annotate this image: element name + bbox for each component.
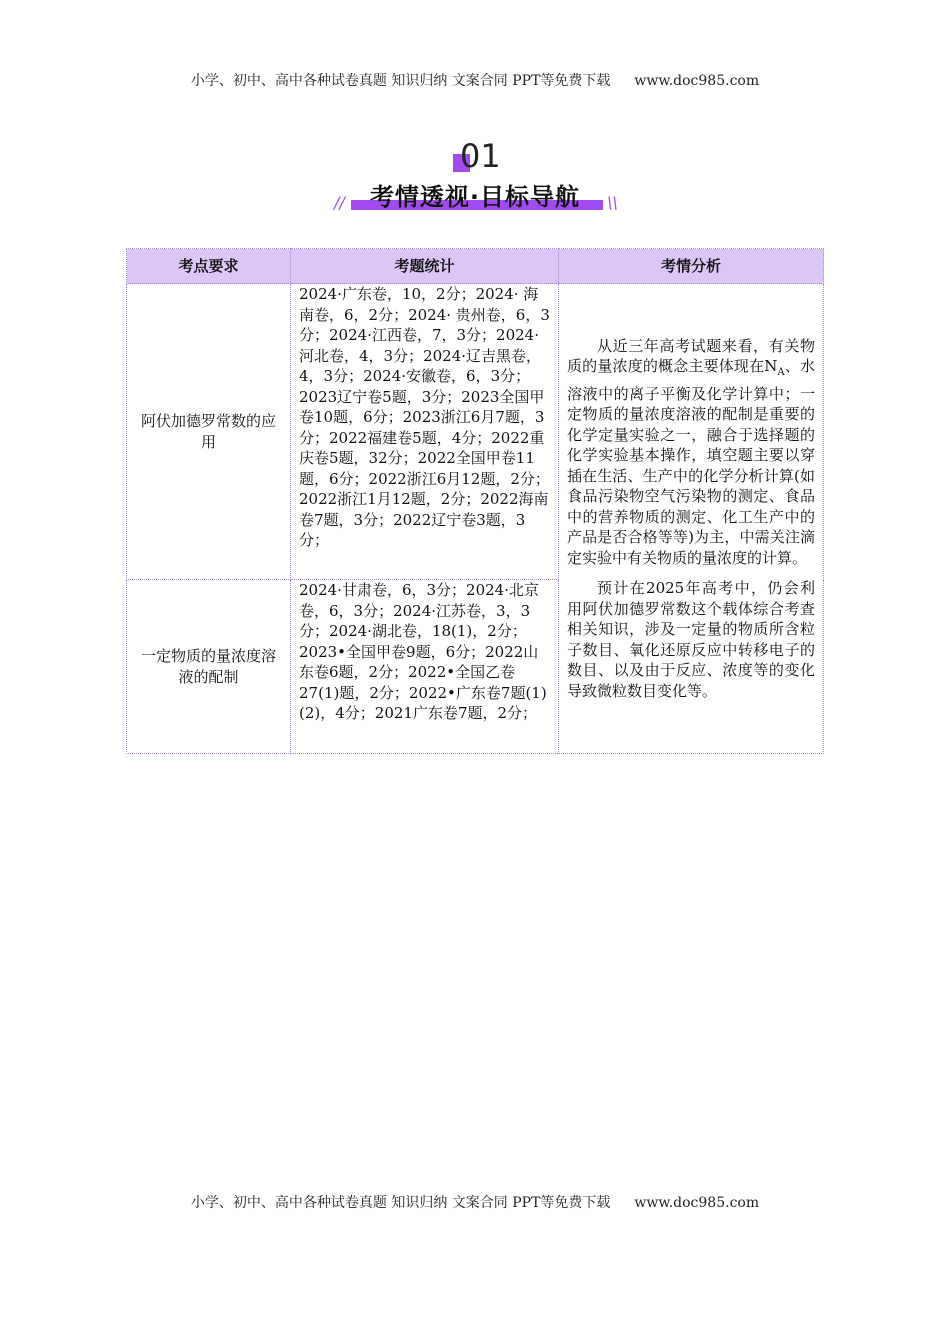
- analysis-text: 从近三年高考试题来看，有关物质的量浓度的概念主要体现在N: [567, 336, 815, 376]
- table-row: [127, 284, 824, 580]
- column-header: 考点要求: [127, 249, 291, 284]
- footer-text: 小学、初中、高中各种试卷真题 知识归纳 文案合同 PPT等免费下载: [190, 1195, 611, 1211]
- footer-site[interactable]: www.doc985.com: [634, 1195, 760, 1211]
- column-header: 考题统计: [291, 249, 559, 284]
- topic-cell: 阿伏加德罗常数的应用: [127, 284, 291, 580]
- page-header: [0, 70, 950, 90]
- analysis-cell: [559, 284, 824, 754]
- column-header: 考情分析: [559, 249, 824, 284]
- section-number: 01: [460, 137, 501, 175]
- slash-decoration-right: \\: [607, 193, 618, 212]
- section-title: 考情透视·目标导航: [369, 183, 581, 211]
- exam-analysis-table: [126, 248, 824, 754]
- stats-cell: 2024·甘肃卷，6，3分；2024·北京卷，6，3分；2024·江苏卷，3，3分；2024·湖北卷，18(1)，2分；2023•全国甲卷9题，6分；2022山东卷6题，2分；2022•全国乙卷27(1)题，2分；2022•广东卷7题(1)(2)，4分；2021广东卷7题，2分；: [291, 580, 559, 754]
- slash-decoration-left: //: [334, 193, 345, 212]
- table-header-row: [127, 249, 824, 284]
- header-text: 小学、初中、高中各种试卷真题 知识归纳 文案合同 PPT等免费下载: [190, 73, 611, 89]
- analysis-paragraph: [567, 336, 815, 569]
- page-footer: [0, 1192, 950, 1212]
- header-site[interactable]: www.doc985.com: [634, 73, 760, 89]
- analysis-text: 、水溶液中的离子平衡及化学计算中；一定物质的量浓度溶液的配制是重要的化学定量实验之一，融合于选择题的化学实验基本操作，填空题主要以穿插在生活、生产中的化学分析计算(如食品污染物空气污染物的测定、食品中的营养物质的测定、化工生产中的产品是否合格等等)为主，中需关注滴定实验中有关物质的量浓度的计算。: [567, 357, 815, 567]
- section-title-block: [320, 135, 630, 220]
- stats-cell: 2024·广东卷，10，2分；2024· 海南卷，6，2分；2024· 贵州卷，6，3分；2024·江西卷，7，3分；2024·河北卷，4，3分；2024·辽吉黑卷，4，3分；2024·安徽卷，6，3分；2023辽宁卷5题，3分；2023全国甲卷10题，6分；2023浙江6月7题，3分；2022福建卷5题，4分；2022重庆卷5题，32分；2022全国甲卷11题，6分；2022浙江6月12题，2分；2022浙江1月12题，2分；2022海南卷7题，3分；2022辽宁卷3题，3分；: [291, 284, 559, 580]
- analysis-paragraph: 预计在2025年高考中，仍会利用阿伏加德罗常数这个载体综合考查相关知识，涉及一定量的物质所含粒子数目、氧化还原反应中转移电子的数目、以及由于反应、浓度等的变化导致微粒数目变化等。: [567, 579, 815, 700]
- topic-cell: 一定物质的量浓度溶液的配制: [127, 580, 291, 754]
- subscript: A: [777, 367, 785, 379]
